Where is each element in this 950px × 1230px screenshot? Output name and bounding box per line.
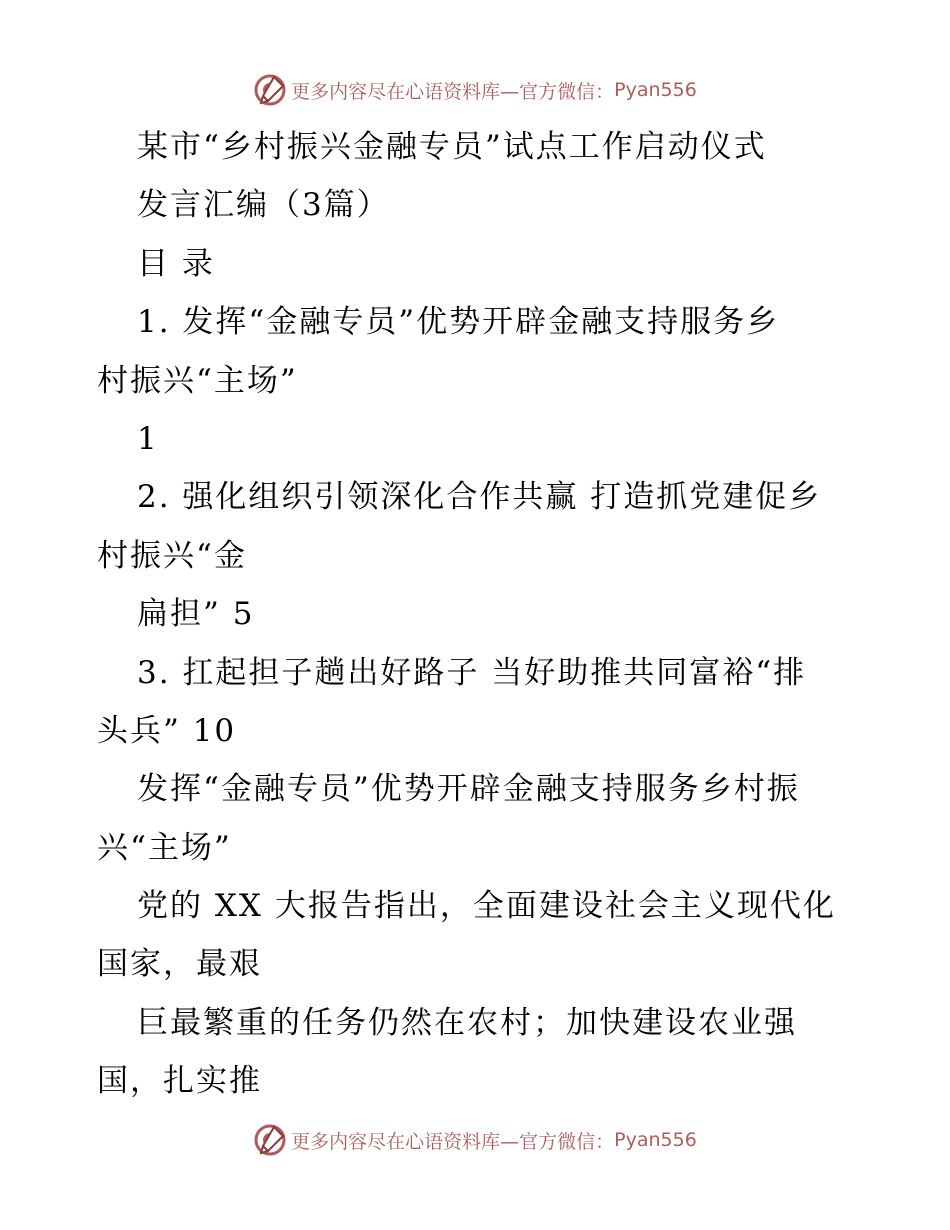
text-line: 2. 强化组织引领深化合作共赢 打造抓党建促乡 [137, 479, 822, 516]
text-line: 村振兴“金 [97, 537, 247, 574]
pen-logo-icon [253, 73, 287, 107]
text-line: 发挥“金融专员”优势开辟金融支持服务乡村振 [137, 771, 800, 808]
document-body [97, 118, 857, 1111]
text-line: 兴“主场” [97, 829, 232, 866]
banner-id: Pyan556 [614, 1129, 697, 1151]
footer-banner [0, 1120, 950, 1160]
banner-text: 更多内容尽在心语资料库—官方微信： [291, 1130, 615, 1153]
text-line: 扁担” 5 [137, 596, 255, 633]
text-line: 1 [137, 420, 159, 457]
text-line: 党的 XX 大报告指出，全面建设社会主义现代化 [137, 888, 836, 925]
pen-logo-icon [253, 1123, 287, 1157]
text-line: 某市“乡村振兴金融专员”试点工作启动仪式 [137, 129, 767, 165]
text-line: 村振兴“主场” [97, 362, 298, 399]
text-line: 发言汇编（3篇） [137, 187, 390, 224]
banner-text: 更多内容尽在心语资料库—官方微信： [291, 80, 615, 103]
banner-id: Pyan556 [614, 79, 697, 101]
text-line: 3. 扛起担子趟出好路子 当好助推共同富裕“排 [137, 654, 807, 691]
text-line: 1. 发挥“金融专员”优势开辟金融支持服务乡 [137, 304, 780, 341]
text-line: 头兵” 10 [97, 712, 237, 749]
text-line: 国家，最艰 [97, 946, 262, 983]
text-line: 目 录 [137, 245, 215, 282]
header-banner [0, 70, 950, 110]
text-line: 国，扎实推 [97, 1063, 262, 1100]
text-line: 巨最繁重的任务仍然在农村；加快建设农业强 [137, 1004, 797, 1041]
